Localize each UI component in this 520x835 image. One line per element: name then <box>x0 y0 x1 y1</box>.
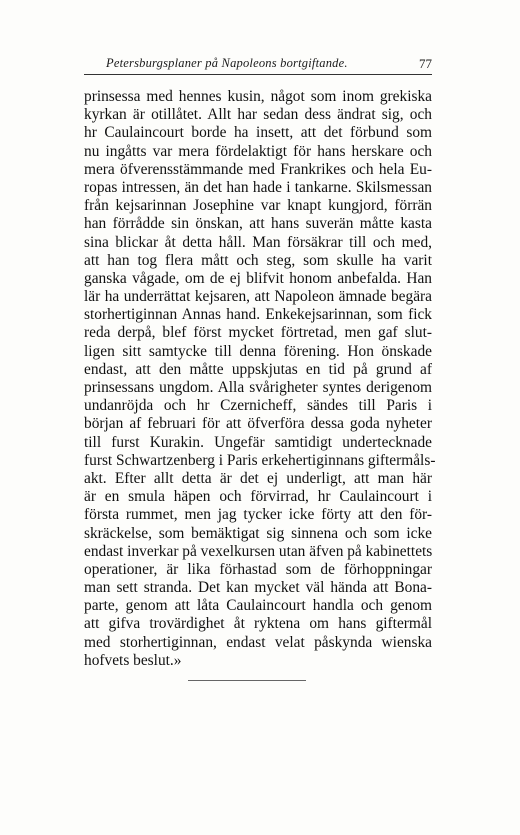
running-title: Petersburgsplaner på Napoleons bortgiftande. <box>106 56 348 70</box>
text-line: från kejsarinnan Josephine var knapt kungjord, förrän <box>84 197 432 215</box>
text-line: han förrådde sin önskan, att hans suverän måtte kasta <box>84 215 432 233</box>
running-head <box>84 56 432 76</box>
text-line: är en smula häpen och förvirrad, hr Caulaincourt i <box>84 488 432 506</box>
page-number: 77 <box>419 56 432 71</box>
text-line: lär ha underrättat kejsaren, att Napoleon ämnade begära <box>84 288 432 306</box>
text-line: mera öfverensstämmande med Frankrikes och hela Eu- <box>84 160 432 178</box>
text-line: ligen sitt samtycke till denna förening. Hon önskade <box>84 342 432 360</box>
text-line: akt. Efter allt detta är det ej underligt, att man här <box>84 469 432 487</box>
text-line: att gifva trovärdighet åt ryktena om hans giftermål <box>84 615 432 633</box>
text-line: kyrkan är otillåtet. Allt har sedan dess ändrat sig, och <box>84 106 432 124</box>
end-rule <box>188 680 306 681</box>
text-line: med storhertiginnan, endast velat påskynda wienska <box>84 633 432 651</box>
text-line: endast inverkar på vexelkursen utan äfven på kabinettets <box>84 542 433 560</box>
text-line: sina blickar åt detta håll. Man försäkrar till och med, <box>84 233 432 251</box>
text-line: hofvets beslut.» <box>84 651 182 669</box>
text-line: parte, genom att låta Caulaincourt handla och genom <box>84 597 432 615</box>
text-line: storhertiginnan Annas hand. Enkekejsarinnan, som fick <box>84 306 432 324</box>
text-line: reda derpå, blef först mycket förtretad, men gaf slut- <box>84 324 432 342</box>
text-line: endast, att den måtte uppskjutas en tid på grund af <box>84 360 432 378</box>
text-line: skräckelse, som bemäktigat sig sinnena och som icke <box>84 524 432 542</box>
text-line: hr Caulaincourt borde ha insett, att det förbund som <box>84 124 432 142</box>
text-line: början af februari för att öfverföra dessa goda nyheter <box>84 415 432 433</box>
text-line: operationer, är lika förhastad som de förhoppningar <box>84 560 432 578</box>
text-line: furst Schwartzenberg i Paris erkehertiginnans giftermåls- <box>84 451 436 469</box>
text-line: nu ingåtts var mera fördelaktigt för hans herskare och <box>84 142 432 160</box>
text-line: till furst Kurakin. Ungefär samtidigt undertecknade <box>84 433 432 451</box>
text-line: första rummet, men jag tycker icke förty att den för- <box>84 506 432 524</box>
text-line: prinsessa med hennes kusin, något som inom grekiska <box>84 88 432 105</box>
text-line: prinsessans ungdom. Alla svårigheter syntes derigenom <box>84 379 432 396</box>
text-line: undanröjda och hr Czernicheff, sändes till Paris i <box>84 397 432 415</box>
header-rule <box>84 74 432 75</box>
text-line: ganska vågade, om de ej blifvit honom anbefalda. Han <box>84 269 432 287</box>
text-line: ropas intressen, än det han hade i tankarne. Skilsmessan <box>84 178 432 196</box>
text-line: man sett stranda. Det kan mycket väl hända att Bona- <box>84 579 432 597</box>
text-line: att han tog flera mått och steg, som skulle ha varit <box>84 251 432 269</box>
body-text <box>84 88 436 670</box>
